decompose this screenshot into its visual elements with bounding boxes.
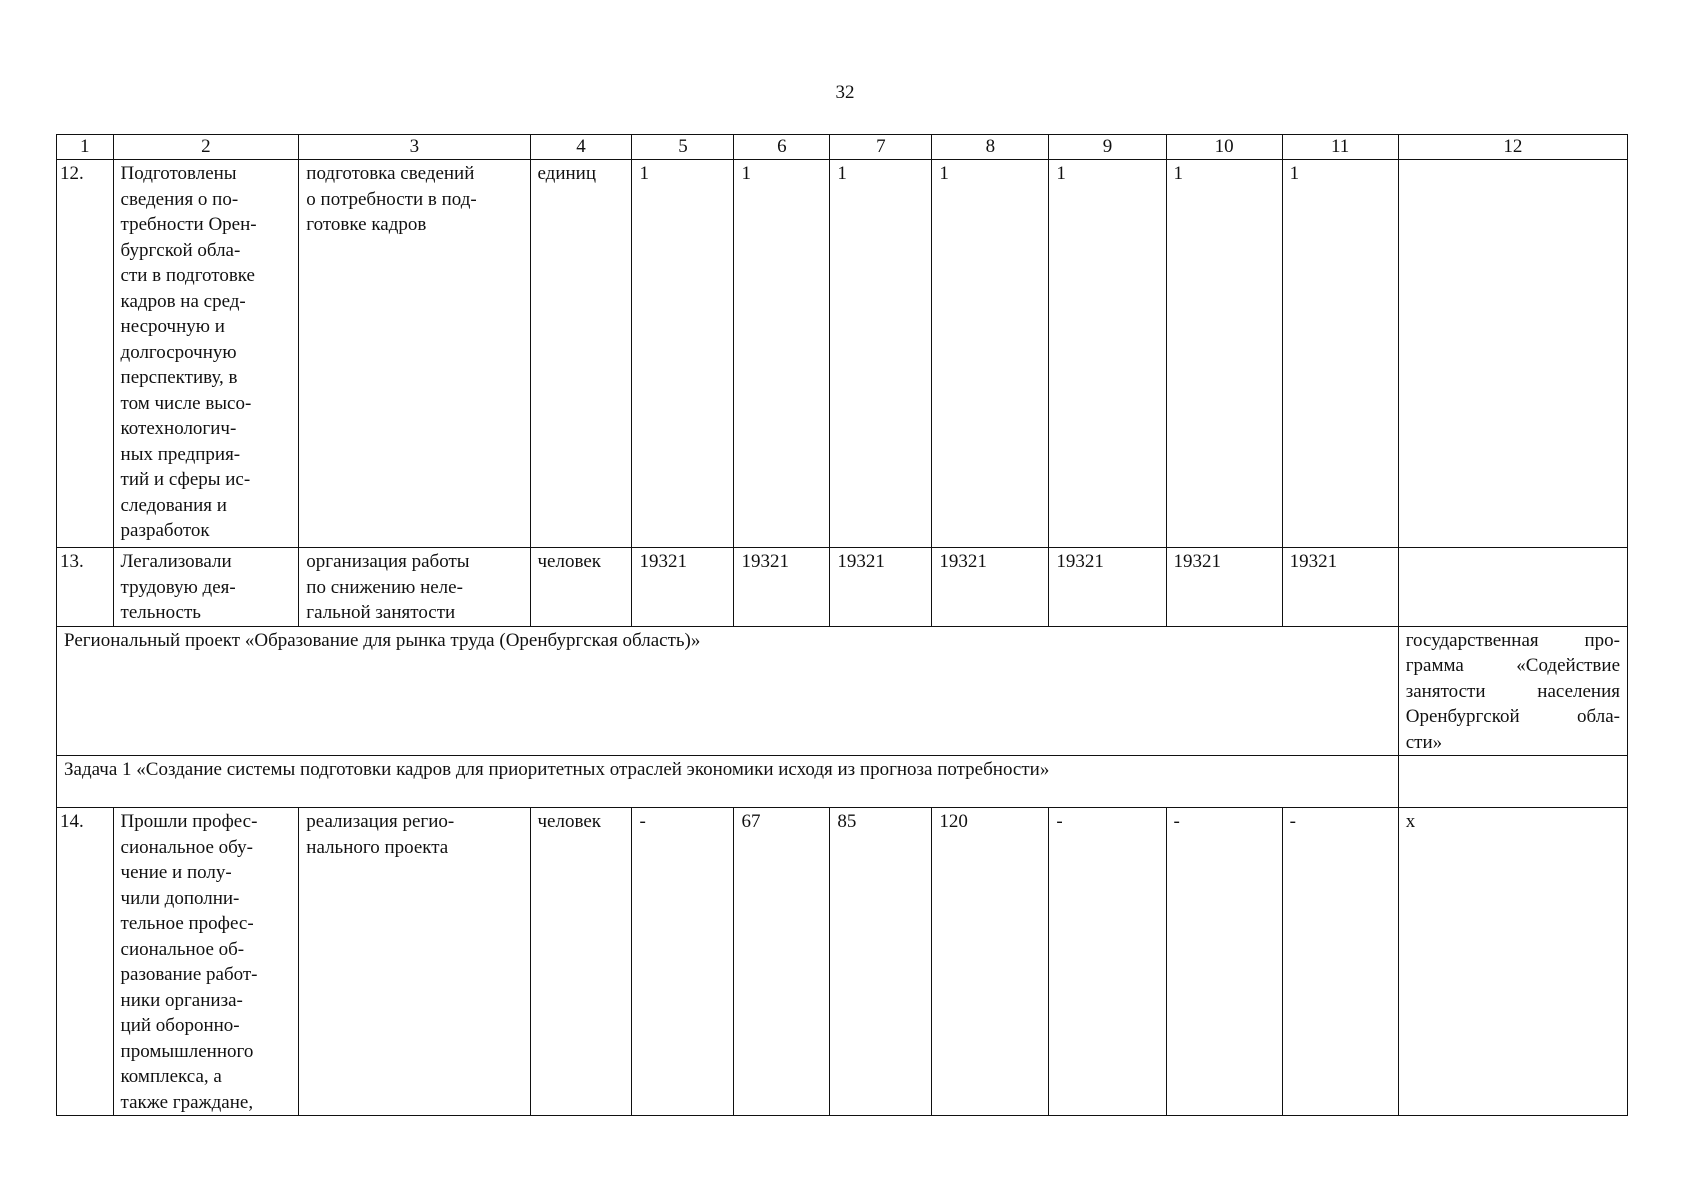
indicator-name: Подготовлены сведения о по- требности Орен- бургской обла- сти в подготовке кадров на сред- несрочную и долгосрочную перспективу, в том числе высо- котехнологич- ных предприя- тий и сферы ис- следования и разработок	[113, 160, 299, 548]
unit-cell: единиц	[530, 160, 632, 548]
note-cell: х	[1398, 808, 1627, 1116]
value-cell: 1	[932, 160, 1049, 548]
header-cell: 8	[932, 135, 1049, 160]
value-cell: 85	[830, 808, 932, 1116]
header-cell: 4	[530, 135, 632, 160]
task-note-cell	[1398, 756, 1627, 808]
table-header-row	[57, 135, 1628, 160]
indicators-table	[56, 134, 1628, 1116]
activity-cell: подготовка сведений о потребности в под- готовке кадров	[299, 160, 530, 548]
project-title: Региональный проект «Образование для рынка труда (Оренбургская область)»	[57, 626, 1399, 756]
unit-cell: человек	[530, 808, 632, 1116]
value-cell: 19321	[830, 548, 932, 627]
header-cell: 12	[1398, 135, 1627, 160]
value-cell: -	[1049, 808, 1166, 1116]
value-cell: 19321	[1282, 548, 1398, 627]
row-number: 13.	[57, 548, 114, 627]
header-cell: 1	[57, 135, 114, 160]
row-number: 14.	[57, 808, 114, 1116]
value-cell: 19321	[932, 548, 1049, 627]
value-cell: 19321	[1166, 548, 1282, 627]
value-cell: 1	[734, 160, 830, 548]
note-cell	[1398, 160, 1627, 548]
value-cell: 19321	[1049, 548, 1166, 627]
header-cell: 7	[830, 135, 932, 160]
note-cell	[1398, 548, 1627, 627]
value-cell: 1	[1282, 160, 1398, 548]
unit-cell: человек	[530, 548, 632, 627]
project-row	[57, 626, 1628, 756]
activity-cell: организация работы по снижению неле- гальной занятости	[299, 548, 530, 627]
activity-cell: реализация регио- нального проекта	[299, 808, 530, 1116]
page-number: 32	[835, 82, 855, 103]
header-cell: 5	[632, 135, 734, 160]
value-cell: 19321	[734, 548, 830, 627]
header-cell: 11	[1282, 135, 1398, 160]
value-cell: 1	[1166, 160, 1282, 548]
indicator-name: Прошли профес- сиональное обу- чение и полу- чили дополни- тельное профес- сиональное об- разование работ- ники организа- ций оборонно- промышленного комплекса, а также граждане,	[113, 808, 299, 1116]
value-cell: 67	[734, 808, 830, 1116]
header-cell: 10	[1166, 135, 1282, 160]
table-row	[57, 548, 1628, 627]
value-cell: -	[1282, 808, 1398, 1116]
value-cell: 1	[830, 160, 932, 548]
header-cell: 6	[734, 135, 830, 160]
task-row	[57, 756, 1628, 808]
table-row	[57, 808, 1628, 1116]
indicator-name: Легализовали трудовую дея- тельность	[113, 548, 299, 627]
header-cell: 2	[113, 135, 299, 160]
value-cell: 120	[932, 808, 1049, 1116]
table-row	[57, 160, 1628, 548]
value-cell: 1	[1049, 160, 1166, 548]
program-note: государственная про- грамма «Содействие занятости населения Оренбургской обла- сти»	[1398, 626, 1627, 756]
value-cell: 1	[632, 160, 734, 548]
header-cell: 9	[1049, 135, 1166, 160]
task-title: Задача 1 «Создание системы подготовки кадров для приоритетных отраслей экономики исходя из прогноза потребности»	[57, 756, 1399, 808]
value-cell: -	[632, 808, 734, 1116]
row-number: 12.	[57, 160, 114, 548]
value-cell: -	[1166, 808, 1282, 1116]
value-cell: 19321	[632, 548, 734, 627]
header-cell: 3	[299, 135, 530, 160]
